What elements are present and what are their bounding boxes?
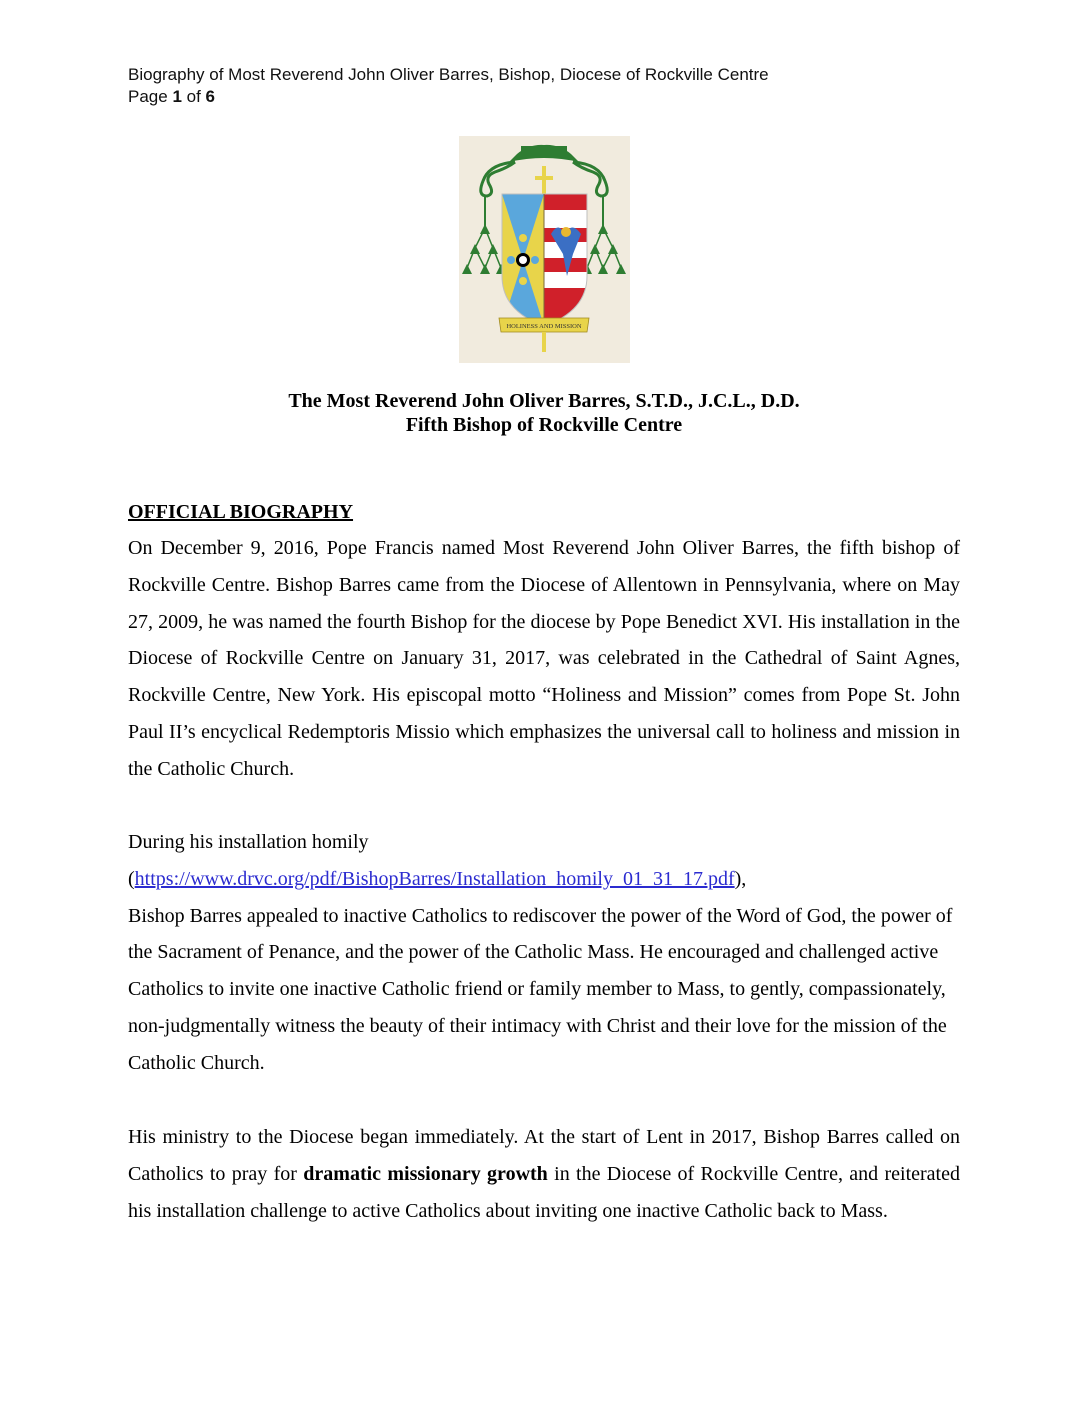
- paragraph-3: His ministry to the Diocese began immediately. At the start of Lent in 2017, Bishop Barres called on Catholics to pray for dramatic missionary growth in the Diocese of Rockville Centre, and reiterated his installation challenge to active Catholics about inviting one inactive Catholic back to Mass.: [128, 1126, 960, 1222]
- paragraph-2-body: Bishop Barres appealed to inactive Catholics to rediscover the power of the Word of God, the power of the Sacrament of Penance, and the power of the Catholic Mass. He encouraged and challenged active Catholics to invite one inactive Catholic friend or family member to Mass, to gently, compassionately, non-judgmentally witness the beauty of their intimacy with Christ and their love for the mission of the Catholic Church.: [128, 904, 953, 1074]
- paragraph-2: [128, 824, 960, 1082]
- section-heading: OFFICIAL BIOGRAPHY: [128, 501, 354, 523]
- paragraph-2-link-line: (https://www.drvc.org/pdf/BishopBarres/Installation_homily_01_31_17.pdf),: [128, 867, 747, 890]
- coat-of-arms-icon: [459, 136, 630, 363]
- page-header: [128, 64, 769, 108]
- homily-pdf-link[interactable]: https://www.drvc.org/pdf/BishopBarres/Installation_homily_01_31_17.pdf: [134, 867, 735, 890]
- page-total: 6: [205, 87, 215, 106]
- paragraph-1: On December 9, 2016, Pope Francis named Most Reverend John Oliver Barres, the fifth bishop of Rockville Centre. Bishop Barres came from the Diocese of Allentown in Pennsylvania, where on May 27, 2009, he was named the fourth Bishop for the diocese by Pope Benedict XVI. His installation in the Diocese of Rockville Centre on January 31, 2017, was celebrated in the Cathedral of Saint Agnes, Rockville Centre, New York. His episcopal motto “Holiness and Mission” comes from Pope St. John Paul II’s encyclical Redemptoris Missio which emphasizes the universal call to holiness and mission in the Catholic Church.: [128, 537, 960, 780]
- document-title-block: [0, 389, 1088, 437]
- svg-text:HOLINESS AND MISSION: HOLINESS AND MISSION: [506, 323, 582, 330]
- title-line-2: Fifth Bishop of Rockville Centre: [405, 414, 683, 436]
- page-indicator: Page 1 of 6: [128, 87, 215, 106]
- title-line-1: The Most Reverend John Oliver Barres, S.T.D., J.C.L., D.D.: [288, 390, 800, 412]
- page-current: 1: [172, 87, 182, 106]
- paragraph-2-intro: During his installation homily: [128, 831, 369, 853]
- document-title: Biography of Most Reverend John Oliver Barres, Bishop, Diocese of Rockville Centre: [128, 65, 769, 84]
- emphasis-text: dramatic missionary growth: [303, 1162, 548, 1185]
- coat-of-arms-image: [459, 136, 630, 363]
